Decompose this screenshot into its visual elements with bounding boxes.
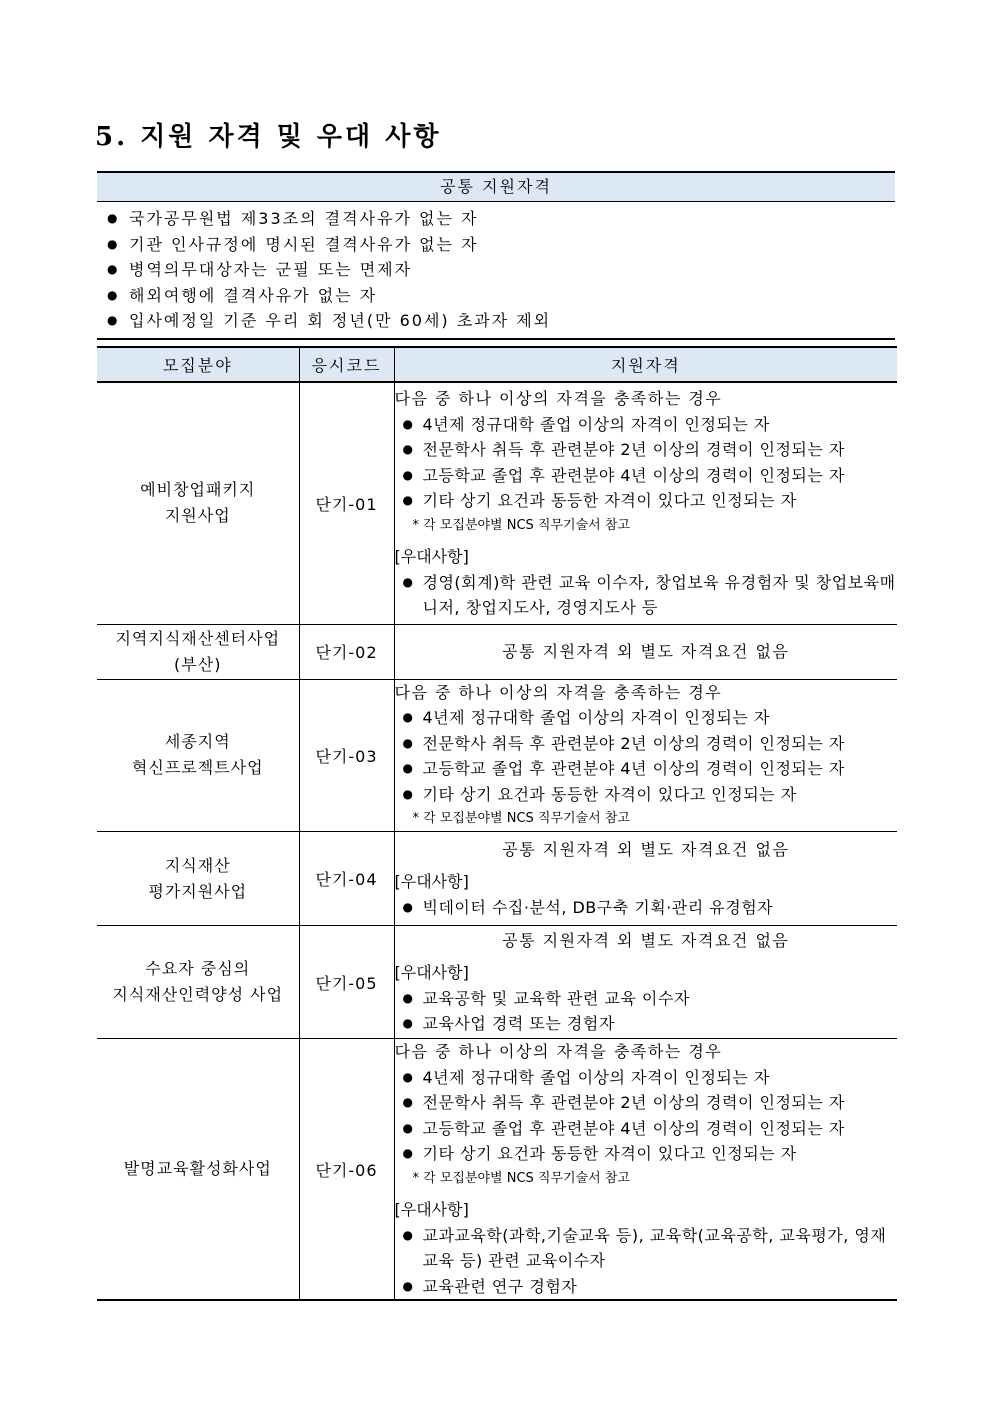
bullet-icon: ● [402,1016,414,1030]
bullet-icon: ● [402,899,414,914]
list-item [395,986,898,1012]
list-item [395,1116,898,1142]
preference-label: [우대사항] [394,546,469,566]
bullet-icon: ● [402,1227,414,1242]
common-qualifications [97,171,895,340]
list-item [395,756,898,782]
table-row [97,624,897,679]
bullet-icon: ● [107,211,120,225]
bullet-icon: ● [107,313,120,327]
bullet-icon: ● [402,1120,414,1135]
list-item-text: 4년제 정규대학 졸업 이상의 자격이 인정되는 자 [422,708,770,727]
field-cell: 지역지식재산센터사업 (부산) [97,624,299,679]
list-item [395,488,898,514]
bullet-icon: ● [402,761,414,775]
list-item-text: 빅데이터 수집·분석, DB구축 기획·관리 유경험자 [422,897,774,917]
qualification-note: * 각 모집분야별 NCS 직무기술서 참고 [412,1170,630,1186]
column-header-field: 모집분야 [97,347,299,382]
list-item-text: 전문학사 취득 후 관련분야 2년 이상의 경력이 인정되는 자 [422,440,845,459]
list-item [395,463,898,489]
qualification-cell [394,679,897,832]
list-item-text: 교육사업 경력 또는 경험자 [422,1014,615,1033]
list-item [395,1141,898,1167]
bullet-icon: ● [402,710,414,724]
list-item-text: 기타 상기 요건과 동등한 자격이 있다고 인정되는 자 [422,1144,797,1163]
list-item: ● 입사예정일 기준 우리 회 정년(만 60세) 초과자 제외 [107,308,895,334]
bullet-icon: ● [402,1146,414,1160]
field-cell: 지식재산 평가지원사업 [97,832,299,926]
bullet-icon: ● [402,493,414,507]
list-item-text: 전문학사 취득 후 관련분야 2년 이상의 경력이 인정되는 자 [422,1093,845,1112]
table-row [97,679,897,832]
list-item [395,1274,898,1300]
list-item [395,895,898,921]
qualification-cell [394,1039,897,1301]
list-item: ● 기관 인사규정에 명시된 결격사유가 없는 자 [107,232,895,258]
list-item-text: 고등학교 졸업 후 관련분야 4년 이상의 경력이 인정되는 자 [422,465,845,485]
bullet-icon: ● [107,236,120,251]
preference-label: [우대사항] [394,1199,469,1219]
list-item-text: 전문학사 취득 후 관련분야 2년 이상의 경력이 인정되는 자 [422,733,845,753]
list-item [395,1090,898,1116]
preference-label: [우대사항] [394,962,469,982]
list-item [395,1065,898,1091]
list-item [395,412,898,438]
field-cell: 세종지역 혁신프로젝트사업 [97,679,299,832]
list-item: ● 병역의무대상자는 군필 또는 면제자 [107,257,895,283]
bullet-icon: ● [402,786,414,801]
list-item-text: 기타 상기 요건과 동등한 자격이 있다고 인정되는 자 [422,784,797,804]
table-row [97,832,897,926]
list-item [395,731,898,757]
page-title: 5. 지원 자격 및 우대 사항 [95,122,442,152]
qualification-intro: 다음 중 하나 이상의 자격을 충족하는 경우 [394,1042,723,1061]
list-item-text: 4년제 정규대학 졸업 이상의 자격이 인정되는 자 [422,1067,770,1087]
list-item-text: 기타 상기 요건과 동등한 자격이 있다고 인정되는 자 [422,491,797,510]
bullet-icon: ● [107,262,120,276]
qualifications-table [97,346,897,1301]
table-row [97,382,897,624]
code-cell: 단기-04 [299,832,394,926]
bullet-icon: ● [402,735,414,750]
common-qualifications-list [97,202,895,340]
bullet-icon: ● [402,574,414,589]
code-cell: 단기-02 [299,624,394,679]
qualification-cell [394,832,897,926]
qualification-summary: 공통 지원자격 외 별도 자격요건 없음 [502,930,790,950]
bullet-icon: ● [402,1278,414,1293]
field-cell: 예비창업패키지 지원사업 [97,382,299,624]
bullet-icon: ● [402,467,414,482]
qualification-note: * 각 모집분야별 NCS 직무기술서 참고 [412,811,630,826]
list-item: ● 해외여행에 결격사유가 없는 자 [107,283,895,309]
list-item [395,570,898,621]
preference-label: [우대사항] [394,871,469,891]
qualification-cell [394,926,897,1039]
bullet-icon: ● [402,442,414,456]
column-header-qualification: 지원자격 [394,347,897,382]
list-item [395,782,898,808]
table-row [97,926,897,1039]
qualification-cell [394,624,897,679]
list-item-text: 교육관련 연구 경험자 [422,1276,578,1296]
list-item [395,705,898,731]
list-item-text: 경영(회계)학 관련 교육 이수자, 창업보육 유경험자 및 창업보육매니저, 창업지도사, 경영지도사 등 [422,572,896,617]
field-cell: 발명교육활성화사업 [97,1039,299,1301]
list-item-text: 고등학교 졸업 후 관련분야 4년 이상의 경력이 인정되는 자 [422,759,845,778]
qualification-intro: 다음 중 하나 이상의 자격을 충족하는 경우 [394,389,723,408]
field-cell: 수요자 중심의 지식재산인력양성 사업 [97,926,299,1039]
list-item-text: 고등학교 졸업 후 관련분야 4년 이상의 경력이 인정되는 자 [422,1118,845,1138]
qualification-intro: 다음 중 하나 이상의 자격을 충족하는 경우 [394,682,723,702]
code-cell: 단기-05 [299,926,394,1039]
bullet-icon: ● [107,287,120,302]
qualification-note: * 각 모집분야별 NCS 직무기술서 참고 [412,517,630,533]
list-item: ● 국가공무원법 제33조의 결격사유가 없는 자 [107,206,895,232]
list-item-text: 교과교육학(과학,기술교육 등), 교육학(교육공학, 교육평가, 영재교육 등) 관련 교육이수자 [422,1225,887,1270]
bullet-icon: ● [402,1069,414,1084]
list-item-text: 교육공학 및 교육학 관련 교육 이수자 [422,988,690,1008]
list-item [395,1011,898,1037]
bullet-icon: ● [402,1095,414,1109]
code-cell: 단기-01 [299,382,394,624]
list-item [395,1223,898,1274]
qualification-summary: 공통 지원자격 외 별도 자격요건 없음 [502,839,790,859]
code-cell: 단기-03 [299,679,394,832]
bullet-icon: ● [402,990,414,1005]
list-item-text: 4년제 정규대학 졸업 이상의 자격이 인정되는 자 [422,414,770,434]
bullet-icon: ● [402,416,414,431]
code-cell: 단기-06 [299,1039,394,1301]
qualification-cell [394,382,897,624]
qualification-summary: 공통 지원자격 외 별도 자격요건 없음 [502,641,790,661]
list-item [395,437,898,463]
table-header-row [97,347,897,382]
table-row [97,1039,897,1301]
common-qualifications-header: 공통 지원자격 [97,171,895,202]
column-header-code: 응시코드 [299,347,394,382]
